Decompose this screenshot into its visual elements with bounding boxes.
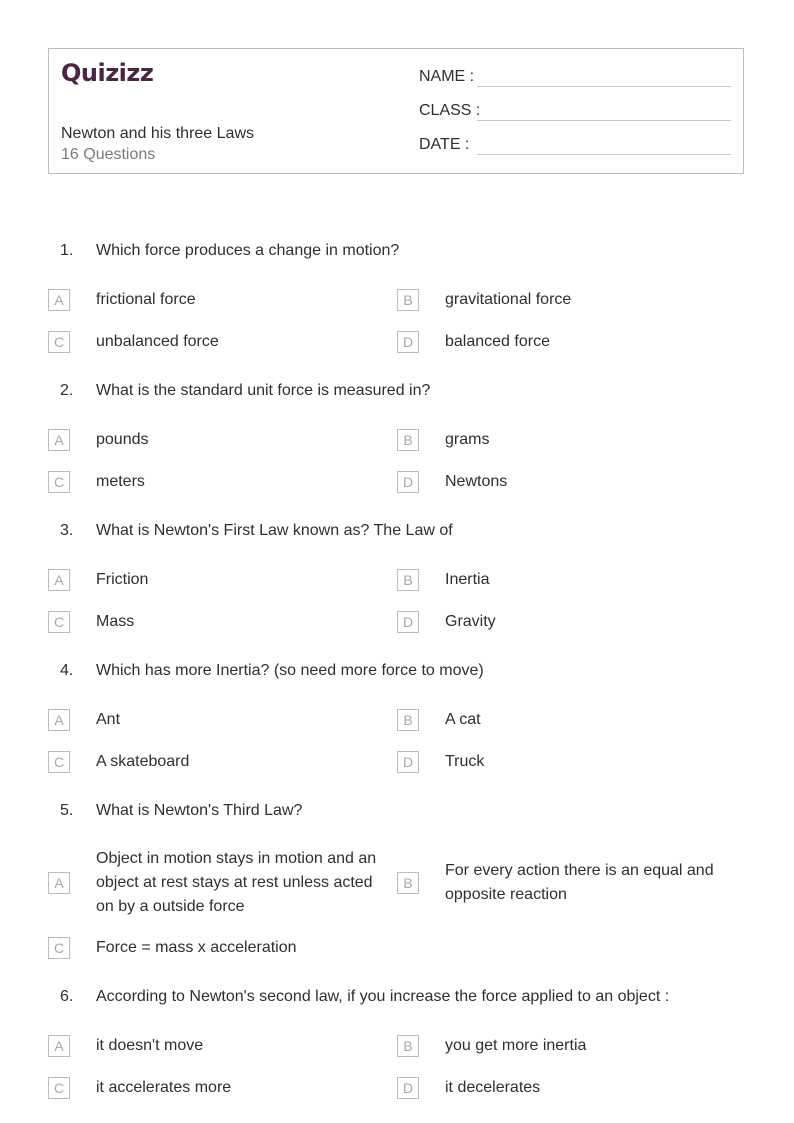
question-text: What is Newton's Third Law? bbox=[96, 802, 303, 819]
date-field[interactable] bbox=[419, 136, 475, 154]
option-text: Mass bbox=[96, 613, 135, 630]
option-text: Gravity bbox=[445, 613, 496, 630]
option-letter-box: C bbox=[48, 611, 70, 633]
option-text: grams bbox=[445, 431, 490, 448]
question-text: Which force produces a change in motion? bbox=[96, 242, 400, 259]
option-letter-box: C bbox=[48, 331, 70, 353]
option-a[interactable] bbox=[48, 289, 196, 311]
option-c[interactable] bbox=[48, 611, 135, 633]
option-d[interactable] bbox=[397, 331, 550, 353]
option-text: Friction bbox=[96, 571, 149, 588]
question-text: Which has more Inertia? (so need more force to move) bbox=[96, 662, 484, 679]
class-line[interactable] bbox=[477, 120, 731, 121]
option-text: meters bbox=[96, 473, 145, 490]
option-letter-box: B bbox=[397, 1035, 419, 1057]
option-text: Truck bbox=[445, 753, 485, 770]
option-a[interactable] bbox=[48, 850, 377, 915]
option-text: For every action there is an equal and opposite reaction bbox=[445, 862, 714, 903]
question-count: 16 Questions bbox=[61, 146, 156, 163]
option-text: Object in motion stays in motion and an object at rest stays at rest unless acted on by a outside force bbox=[96, 850, 377, 915]
option-text: Newtons bbox=[445, 473, 508, 490]
option-text: Ant bbox=[96, 711, 121, 728]
option-b[interactable] bbox=[397, 289, 572, 311]
question-number: 3. bbox=[60, 522, 74, 539]
option-text: balanced force bbox=[445, 333, 550, 350]
option-text: it accelerates more bbox=[96, 1079, 232, 1096]
option-b[interactable] bbox=[397, 569, 490, 591]
question-text: What is the standard unit force is measured in? bbox=[96, 382, 431, 399]
question-number: 4. bbox=[60, 662, 74, 679]
class-label: CLASS : bbox=[419, 102, 481, 119]
option-letter-box: B bbox=[397, 429, 419, 451]
option-c[interactable] bbox=[48, 1077, 232, 1099]
question-text: What is Newton's First Law known as? The Law of bbox=[96, 522, 453, 539]
option-d[interactable] bbox=[397, 751, 485, 773]
option-d[interactable] bbox=[397, 471, 508, 493]
option-letter-box: C bbox=[48, 471, 70, 493]
option-text: Inertia bbox=[445, 571, 490, 588]
option-letter-box: C bbox=[48, 1077, 70, 1099]
option-c[interactable] bbox=[48, 331, 219, 353]
option-a[interactable] bbox=[48, 569, 149, 591]
option-text: you get more inertia bbox=[445, 1037, 587, 1054]
option-text: Force = mass x acceleration bbox=[96, 939, 297, 956]
question-number: 6. bbox=[60, 988, 74, 1005]
option-text: A skateboard bbox=[96, 753, 190, 770]
name-label: NAME : bbox=[419, 68, 475, 85]
option-letter-box: D bbox=[397, 751, 419, 773]
option-letter-box: C bbox=[48, 937, 70, 959]
question-text: According to Newton's second law, if you increase the force applied to an object : bbox=[96, 988, 670, 1005]
option-letter-box: B bbox=[397, 709, 419, 731]
question-number: 1. bbox=[60, 242, 74, 259]
option-letter-box: A bbox=[48, 429, 70, 451]
option-text: unbalanced force bbox=[96, 333, 219, 350]
worksheet-title: Newton and his three Laws bbox=[61, 125, 254, 142]
option-a[interactable] bbox=[48, 709, 121, 731]
option-b[interactable] bbox=[397, 862, 714, 903]
quizizz-logo: Quizizz bbox=[61, 59, 154, 87]
option-letter-box: A bbox=[48, 709, 70, 731]
worksheet-header bbox=[48, 48, 744, 174]
option-text: A cat bbox=[445, 711, 481, 728]
option-letter-box: D bbox=[397, 1077, 419, 1099]
option-c[interactable] bbox=[48, 751, 190, 773]
option-letter-box: A bbox=[48, 569, 70, 591]
option-letter-box: B bbox=[397, 569, 419, 591]
option-text: it decelerates bbox=[445, 1079, 541, 1096]
option-letter-box: B bbox=[397, 872, 419, 894]
option-letter-box: C bbox=[48, 751, 70, 773]
option-c[interactable] bbox=[48, 937, 297, 959]
option-letter-box: A bbox=[48, 289, 70, 311]
option-letter-box: A bbox=[48, 872, 70, 894]
option-letter-box: D bbox=[397, 471, 419, 493]
name-field[interactable] bbox=[419, 68, 475, 86]
option-b[interactable] bbox=[397, 709, 481, 731]
option-text: frictional force bbox=[96, 291, 196, 308]
option-text: it doesn't move bbox=[96, 1037, 204, 1054]
name-line[interactable] bbox=[477, 86, 731, 87]
option-letter-box: A bbox=[48, 1035, 70, 1057]
date-label: DATE : bbox=[419, 136, 470, 153]
option-letter-box: D bbox=[397, 611, 419, 633]
option-a[interactable] bbox=[48, 1035, 204, 1057]
option-text: gravitational force bbox=[445, 291, 572, 308]
question-number: 5. bbox=[60, 802, 74, 819]
option-b[interactable] bbox=[397, 1035, 587, 1057]
class-field[interactable] bbox=[419, 102, 481, 120]
date-line[interactable] bbox=[477, 154, 731, 155]
option-a[interactable] bbox=[48, 429, 149, 451]
option-d[interactable] bbox=[397, 1077, 541, 1099]
question-number: 2. bbox=[60, 382, 74, 399]
option-d[interactable] bbox=[397, 611, 496, 633]
option-text: pounds bbox=[96, 431, 149, 448]
option-letter-box: D bbox=[397, 331, 419, 353]
option-b[interactable] bbox=[397, 429, 490, 451]
option-letter-box: B bbox=[397, 289, 419, 311]
option-c[interactable] bbox=[48, 471, 145, 493]
